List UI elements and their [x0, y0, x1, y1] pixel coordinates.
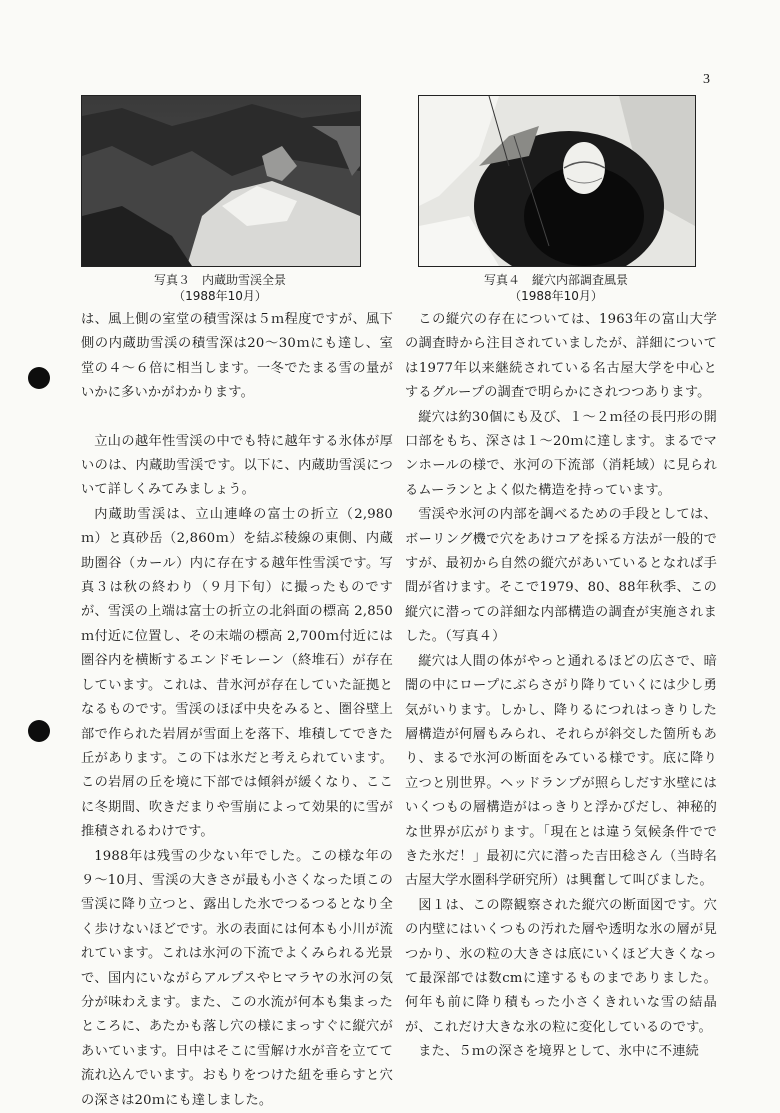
- photo4-caption-date: （1988年10月）: [509, 289, 603, 303]
- binder-hole-bottom: [28, 720, 50, 742]
- left-text-column: [81, 308, 393, 1113]
- photo3-caption-date: （1988年10月）: [173, 289, 267, 303]
- photo-snowfield-overview: [81, 95, 361, 267]
- left-paragraph-3: 内蔵助雪渓は、立山連峰の富士の折立（2,980ｍ）と真砂岳（2,860ｍ）を結ぶ稜線の東側、内蔵助圏谷（カール）内に存在する越年性雪渓です。写真３は秋の終わり（９月下旬）に撮ったものですが、雪渓の上端は富士の折立の北斜面の標高 2,850ｍ付近に位置し、その末端の標高 2,700ｍ付近には圏谷内を横断するエンドモレーン（終堆石）が存在しています。これは、昔氷河が存在していた証拠となるものです。雪渓のほぼ中央をみると、圏谷壁上部で作られた岩屑が雪面上を落下、堆積してできた丘があります。この下は氷だと考えられています。この岩屑の丘を境に下部では傾斜が緩くなり、ここに冬期間、吹きだまりや雪崩によって効果的に雪が推積されるわけです。: [81, 506, 393, 840]
- left-paragraph-4: 1988年は残雪の少ない年でした。この様な年の９～10月、雪渓の大きさが最も小さくなった頃この雪渓に降り立つと、露出した氷でつるつるとなり全く歩けないほどです。氷の表面には何本も小川が流れています。これは氷河の下流でよくみられる光景で、国内にいながらアルプスやヒマラヤの氷河の気分が味わえます。また、この水流が何本も集まったところに、あたかも落し穴の様にまっすぐに縦穴があいています。日中はそこに雪解け水が音を立てて流れ込んでいます。おもりをつけた紐を垂らすと穴の深さは20ｍにも達しました。: [81, 848, 393, 1108]
- photo4-caption-title: 写真４ 縦穴内部調査風景: [483, 273, 628, 287]
- left-paragraph-2: 立山の越年性雪渓の中でも特に越年する氷体が厚いのは、内蔵助雪渓です。以下に、内蔵助雪渓について詳しくみてみましょう。: [81, 433, 393, 498]
- right-paragraph-1: この縦穴の存在については、1963年の富山大学の調査時から注目されていましたが、詳細については1977年以来継続されている名古屋大学を中心とするグループの調査で明らかにされつつあります。: [405, 312, 717, 401]
- binder-hole-top: [28, 367, 50, 389]
- photo3-caption: [81, 272, 359, 304]
- right-paragraph-2: 縦穴は約30個にも及び、１～２ｍ径の長円形の開口部をもち、深さは１～20ｍに達します。まるでマンホールの様で、氷河の下流部（消耗域）に見られるムーランとよく似た構造を持っています。: [405, 409, 717, 498]
- right-paragraph-6: また、５ｍの深さを境界として、氷中に不連続: [418, 1044, 700, 1060]
- page-number: 3: [703, 72, 710, 87]
- right-paragraph-4: 縦穴は人間の体がやっと通れるほどの広さで、暗闇の中にロープにぶらさがり降りていくには少し勇気がいります。しかし、降りるにつれはっきりした層構造が何層もみられ、それらが斜交した箇所もあり、まるで氷河の断面をみている様です。底に降り立つと別世界。ヘッドランプが照らしだす氷壁にはいくつもの層構造がはっきりと浮かびだし、神秘的な世界が広がります。「現在とは違う気候条件でできた氷だ！」最初に穴に潜った吉田稔さん（当時名古屋大学水圏科学研究所）は興奮して叫びました。: [405, 653, 717, 889]
- right-text-column: [405, 308, 717, 1065]
- right-paragraph-3: 雪渓や氷河の内部を調べるための手段としては、ボーリング機で穴をあけコアを採る方法が一般的ですが、最初から自然の縦穴があいているとなれば手間が省けます。そこで1979、80、88年秋季、この縦穴に潜っての詳細な内部構造の調査が実施されました。（写真４）: [405, 507, 717, 645]
- photo-shaft-interior: [418, 95, 696, 267]
- left-paragraph-1: は、風上側の室堂の積雪深は５ｍ程度ですが、風下側の内蔵助雪渓の積雪深は20～30ｍにも達し、室堂の４～６倍に相当します。一冬でたまる雪の量がいかに多いかがわかります。: [81, 312, 393, 401]
- shaft-image: [419, 96, 695, 266]
- snowfield-image: [82, 96, 360, 266]
- right-paragraph-5: 図１は、この際観察された縦穴の断面図です。穴の内壁にはいくつもの汚れた層や透明な氷の層が見つかり、氷の粒の大きさは底にいくほど大きくなって最深部では数cmに達するものまでありました。何年も前に降り積もった小さくきれいな雪の結晶が、これだけ大きな氷の粒に変化しているのです。: [405, 897, 717, 1035]
- photo3-caption-title: 写真３ 内蔵助雪渓全景: [153, 273, 286, 287]
- paragraph-spacer: [81, 406, 393, 430]
- photo4-caption: [418, 272, 694, 304]
